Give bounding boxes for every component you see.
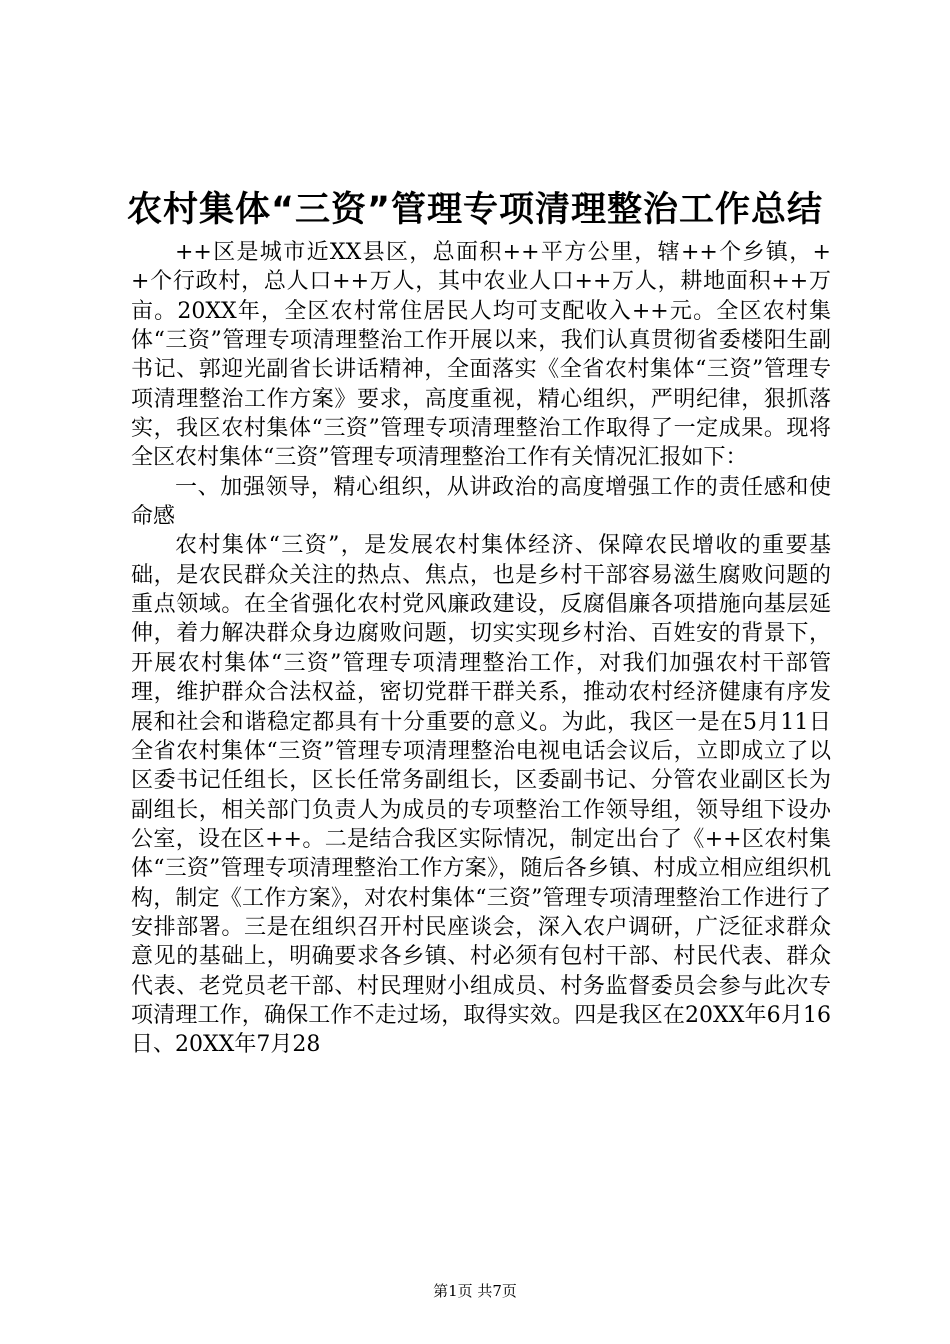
page-number: 第1页 共7页 (433, 1282, 517, 1300)
document-body (131, 238, 831, 1060)
document-title: 农村集体“三资”管理专项清理整治工作总结 (126, 190, 823, 230)
intro-paragraph: ++区是城市近XX县区，总面积++平方公里，辖++个乡镇，++个行政村，总人口++万人，其中农业人口++万人，耕地面积++万亩。20XX年，全区农村常住居民人均可支配收入++元。全区农村集体“三资”管理专项清理整治工作开展以来，我们认真贯彻省委楼阳生副书记、郭迎光副省长讲话精神，全面落实《全省农村集体“三资”管理专项清理整治工作方案》要求，高度重视，精心组织，严明纪律，狠抓落实，我区农村集体“三资”管理专项清理整治工作取得了一定成果。现将全区农村集体“三资”管理专项清理整治工作有关情况汇报如下： (131, 240, 831, 471)
section-heading: 一、加强领导，精心组织，从讲政治的高度增强工作的责任感和使命感 (131, 474, 831, 530)
body-paragraph: 农村集体“三资”，是发展农村集体经济、保障农民增收的重要基础，是农民群众关注的热点、焦点，也是乡村干部容易滋生腐败问题的重点领域。在全省强化农村党风廉政建设，反腐倡廉各项措施向基层延伸，着力解决群众身边腐败问题，切实实现乡村治、百姓安的背景下，开展农村集体“三资”管理专项清理整治工作，对我们加强农村干部管理，维护群众合法权益，密切党群干群关系，推动农村经济健康有序发展和社会和谐稳定都具有十分重要的意义。为此，我区一是在5月11日全省农村集体“三资”管理专项清理整治电视电话会议后，立即成立了以区委书记任组长，区长任常务副组长，区委副书记、分管农业副区长为副组长，相关部门负责人为成员的专项整治工作领导组，领导组下设办公室，设在区++。二是结合我区实际情况，制定出台了《++区农村集体“三资”管理专项清理整治工作方案》，随后各乡镇、村成立相应组织机构，制定《工作方案》，对农村集体“三资”管理专项清理整治工作进行了安排部署。三是在组织召开村民座谈会，深入农户调研，广泛征求群众意见的基础上，明确要求各乡镇、村必须有包村干部、村民代表、群众代表、老党员老干部、村民理财小组成员、村务监督委员会参与此次专项清理工作，确保工作不走过场，取得实效。四是我区在20XX年6月16日、20XX年7月28 (131, 533, 831, 1058)
